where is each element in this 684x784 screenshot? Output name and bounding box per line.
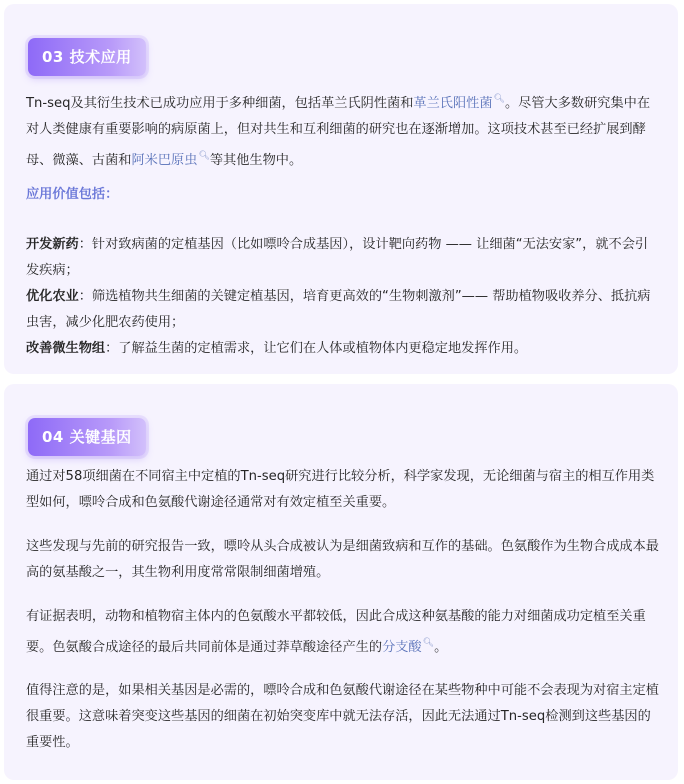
paragraph: 通过对58项细菌在不同宿主中定植的Tn-seq研究进行比较分析，科学家发现，无论细菌与宿主的相互作用类型如何，嘌呤合成和色氨酸代谢途径通常对有效定植至关重要。 — [26, 469, 655, 510]
list-item-label: 开发新药 — [26, 237, 79, 252]
section-card-key-genes — [4, 384, 678, 780]
list-item-label: 优化农业 — [26, 289, 79, 304]
text-span: 等其他生物中。 — [209, 153, 303, 168]
subheading: 应用价值包括： — [26, 187, 119, 202]
value-list — [26, 232, 660, 362]
list-item-text: ：针对致病菌的定植基因（比如嘌呤合成基因），设计靶向药物 —— 让细菌“无法安家”，就不会引发疾病； — [26, 237, 649, 278]
intro-paragraph — [26, 86, 660, 174]
text-span: 有证据表明，动物和植物宿主体内的色氨酸水平都较低，因此合成这种氨基酸的能力对细菌成功定植至关重要。色氨酸合成途径的最后共同前体是通过莽草酸途径产生的 — [26, 609, 646, 655]
text-span: Tn-seq及其衍生技术已成功应用于多种细菌，包括革兰氏阴性菌和 — [26, 96, 414, 111]
paragraph: 这些发现与先前的研究报告一致，嘌呤从头合成被认为是细菌致病和互作的基础。色氨酸作为生物合成成本最高的氨基酸之一，其生物利用度常常限制细菌增殖。 — [26, 539, 659, 580]
text-span: 。尽管大多数研究集中在对人类健康有重要影响的病原菌上，但对共生和互利细菌的研究也在逐渐增加。这项技术甚至已经扩展到酵母、微藻、古菌和 — [26, 96, 651, 168]
search-icon[interactable]: 🔍︎ — [493, 94, 505, 104]
paragraph: 值得注意的是，如果相关基因是必需的，嘌呤合成和色氨酸代谢途径在某些物种中可能不会表现为对宿主定植很重要。这意味着突变这些基因的细菌在初始突变库中就无法存活，因此无法通过Tn-seq检测到这些基因的重要性。 — [26, 683, 659, 750]
list-item-text: ：了解益生菌的定植需求，让它们在人体或植物体内更稳定地发挥作用。 — [105, 341, 528, 356]
amoeba-link[interactable]: 阿米巴原虫 — [131, 153, 198, 168]
text-span: 。 — [434, 640, 448, 655]
section-card-applications — [4, 4, 678, 374]
chorismate-link[interactable]: 分支酸 — [382, 640, 422, 655]
section-badge: 04 关键基因 — [28, 418, 146, 456]
search-icon[interactable]: 🔍︎ — [422, 638, 435, 648]
search-icon[interactable]: 🔍︎ — [198, 151, 210, 161]
paragraph — [26, 604, 660, 661]
gram-positive-link[interactable]: 革兰氏阳性菌 — [413, 96, 493, 111]
list-item-label: 改善微生物组 — [26, 341, 106, 356]
section-badge: 03 技术应用 — [28, 38, 146, 76]
list-item-text: ：筛选植物共生细菌的关键定植基因，培育更高效的“生物刺激剂”—— 帮助植物吸收养分、抵抗病虫害，减少化肥农药使用； — [26, 289, 651, 330]
